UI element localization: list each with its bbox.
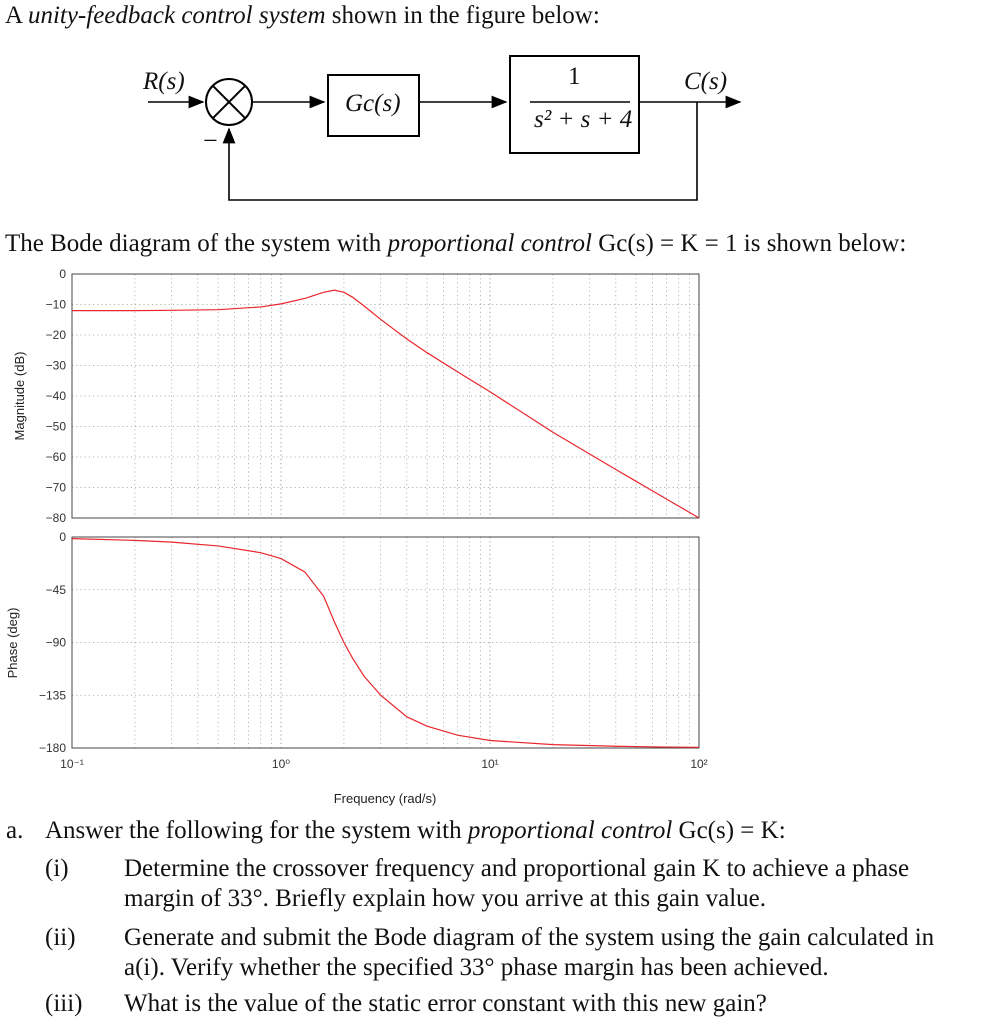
phase-tick-labels xyxy=(39,530,66,755)
phase-axis-label: Phase (deg) xyxy=(5,607,20,679)
phase-grid xyxy=(72,537,699,748)
block-diagram xyxy=(0,0,1004,215)
bode-chart xyxy=(0,260,1004,820)
magnitude-tick-label: −30 xyxy=(45,358,66,373)
magnitude-series-line xyxy=(72,290,699,518)
magnitude-tick-labels xyxy=(46,267,67,525)
question-ii-marker: (ii) xyxy=(45,924,76,951)
frequency-tick-label: 10¹ xyxy=(481,757,499,771)
feedback-minus-sign: − xyxy=(203,126,218,155)
magnitude-tick-label: −80 xyxy=(45,511,66,525)
intro-prefix: A xyxy=(5,2,28,29)
phase-tick-label: −135 xyxy=(38,688,66,703)
frequency-tick-label: 10² xyxy=(690,757,708,771)
question-i-line1: Determine the crossover frequency and proportional gain K to achieve a phase xyxy=(124,855,910,882)
plant-numerator: 1 xyxy=(568,63,581,90)
question-a-marker: a. xyxy=(6,817,24,844)
phase-plot-frame xyxy=(72,537,699,748)
magnitude-tick-label: −50 xyxy=(45,419,66,434)
question-i-line2: margin of 33°. Briefly explain how you arrive at this gain value. xyxy=(124,885,767,912)
intro-italic: unity-feedback control system xyxy=(27,2,326,29)
bode-caption-prefix: The Bode diagram of the system with xyxy=(5,230,388,257)
question-a-text xyxy=(45,817,786,845)
phase-tick-label: −45 xyxy=(45,582,66,597)
question-a-italic: proportional control xyxy=(467,817,673,844)
bode-caption-italic: proportional control xyxy=(387,230,592,257)
magnitude-axis-label: Magnitude (dB) xyxy=(12,351,27,441)
frequency-tick-labels xyxy=(60,757,708,771)
phase-tick-label: −90 xyxy=(45,635,66,650)
question-a-suffix: Gc(s) = K: xyxy=(672,817,786,844)
magnitude-tick-label: −20 xyxy=(45,328,66,342)
phase-series-line xyxy=(72,539,699,748)
bode-caption xyxy=(5,230,906,258)
question-ii-line1: Generate and submit the Bode diagram of the system using the gain calculated in xyxy=(124,924,935,951)
question-a-prefix: Answer the following for the system with xyxy=(45,817,468,844)
question-iii-line1: What is the value of the static error constant with this new gain? xyxy=(124,990,767,1017)
bode-caption-suffix: Gc(s) = K = 1 is shown below: xyxy=(591,230,907,257)
frequency-tick-label: 10⁻¹ xyxy=(60,757,84,771)
magnitude-tick-label: −10 xyxy=(45,297,66,312)
controller-label: Gc(s) xyxy=(345,90,401,117)
magnitude-tick-label: −40 xyxy=(45,389,66,403)
output-label: C(s) xyxy=(684,68,728,95)
magnitude-tick-label: 0 xyxy=(59,267,66,281)
phase-tick-label: 0 xyxy=(59,530,66,544)
magnitude-tick-label: −60 xyxy=(45,450,66,464)
phase-tick-label: −180 xyxy=(38,741,66,755)
summing-junction xyxy=(206,79,252,125)
intro-suffix: shown in the figure below: xyxy=(325,2,600,29)
frequency-axis-label: Frequency (rad/s) xyxy=(333,791,437,806)
input-label: R(s) xyxy=(143,68,185,95)
plant-denominator: s² + s + 4 xyxy=(534,106,633,133)
magnitude-tick-label: −70 xyxy=(45,480,66,495)
question-iii-marker: (iii) xyxy=(45,990,83,1017)
frequency-tick-label: 10⁰ xyxy=(271,757,291,771)
question-ii-line2: a(i). Verify whether the specified 33° phase margin has been achieved. xyxy=(124,954,829,981)
question-i-marker: (i) xyxy=(45,855,69,882)
